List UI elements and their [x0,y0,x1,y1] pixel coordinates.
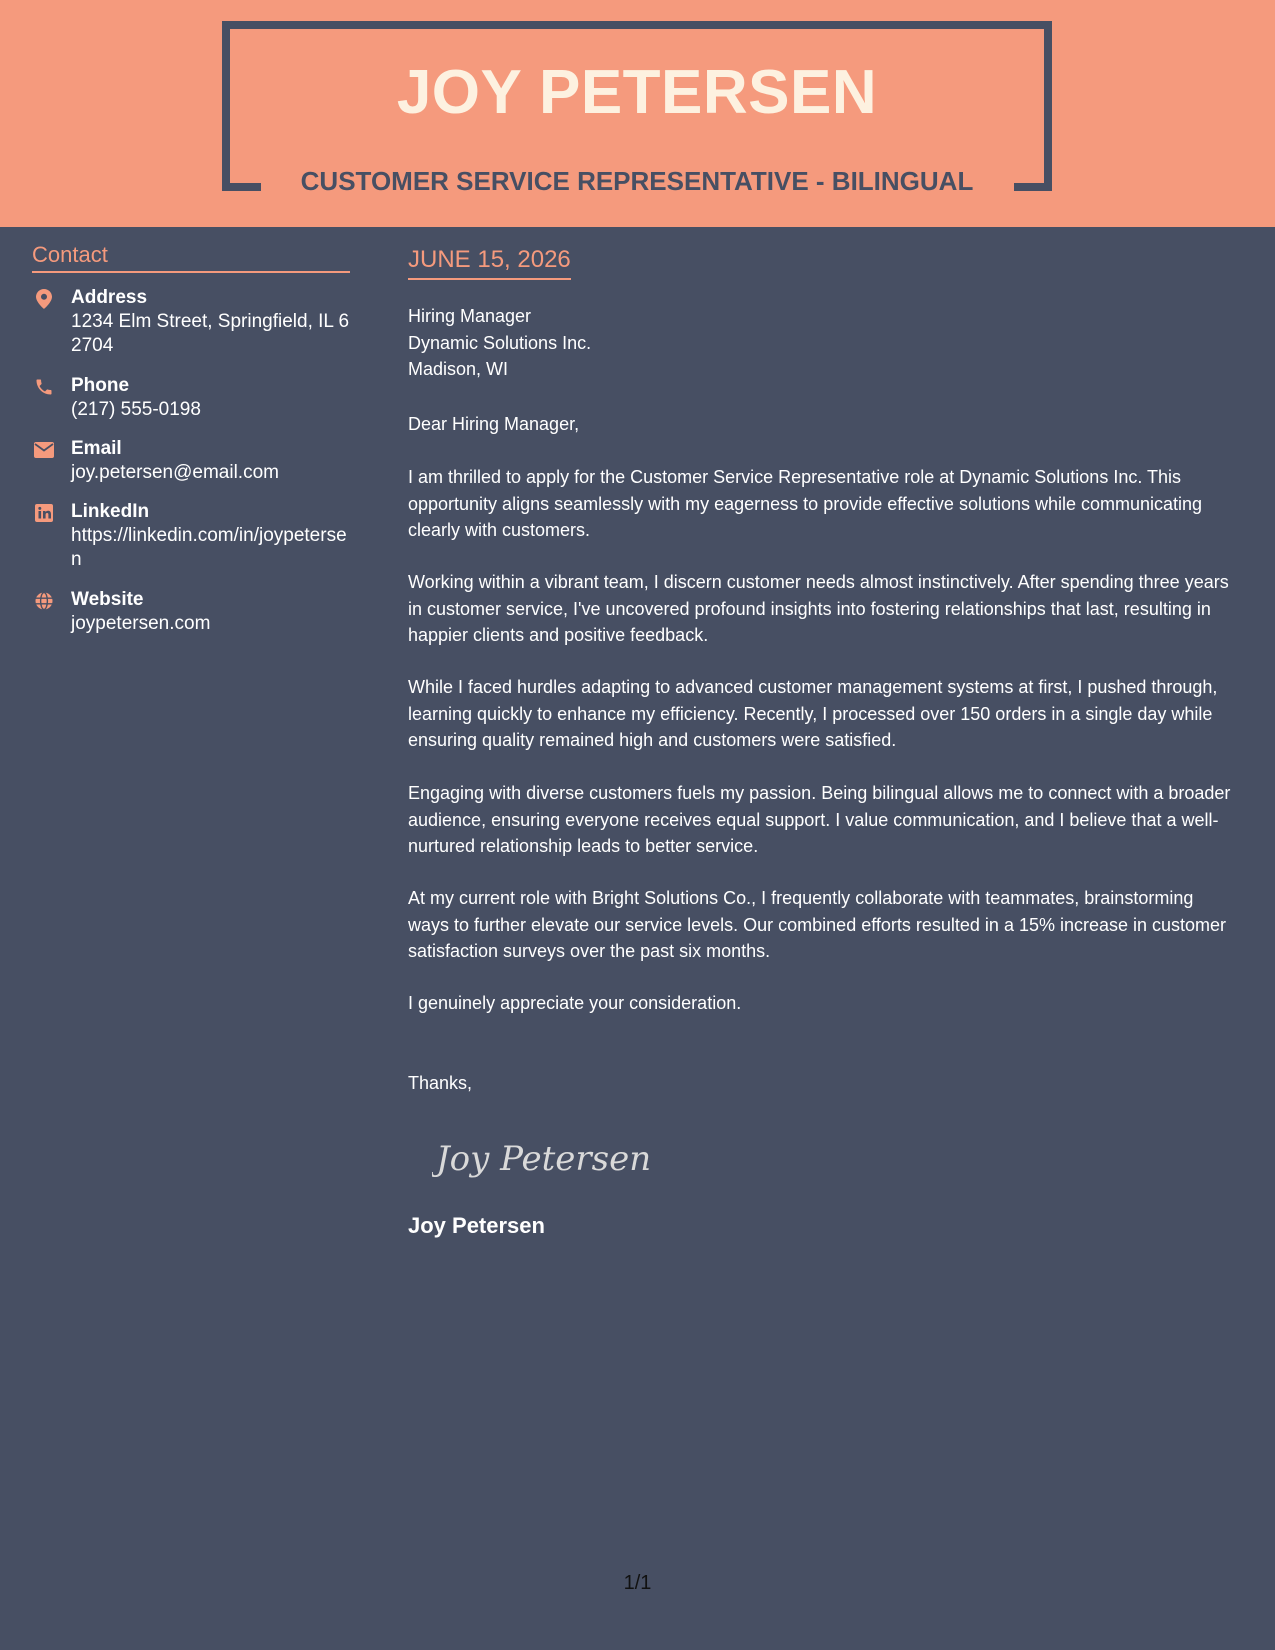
email-value: joy.petersen@email.com [71,462,279,483]
address-value: 1234 Elm Street, Springfield, IL 62704 [71,311,350,356]
website-value[interactable]: joypetersen.com [71,613,211,634]
body-paragraph: While I faced hurdles adapting to advanced customer management systems at first, I pushed through, learning quickly to enhance my efficiency. Recently, I processed over 150 orders in a single day while ensuring quality remained high and customers were satisfied. [408,677,1218,750]
svg-text:Joy Petersen: Joy Petersen [436,1139,652,1179]
salutation: Dear Hiring Manager, [408,414,580,434]
body-paragraph: Engaging with diverse customers fuels my passion. Being bilingual allows me to connect with a broader audience, ensuring everyone receives equal support. I value communication, and I believe that a well-nurtured relationship leads to better service. [408,783,1231,856]
signer-name: Joy Petersen [408,1213,545,1238]
letter-date: JUNE 15, 2026 [408,247,571,280]
linkedin-icon [32,503,56,523]
phone-label: Phone [71,375,130,396]
body-paragraph: I am thrilled to apply for the Customer Service Representative role at Dynamic Solutions Inc. This opportunity aligns seamlessly with my eagerness to provide effective solutions while communicating clearly with customers. [408,467,1203,540]
contact-email [32,437,352,485]
location-pin-icon [32,289,56,309]
website-label: Website [71,589,144,610]
email-label: Email [71,438,122,459]
recipient-line: Hiring Manager [408,306,532,326]
header-banner [0,0,1275,227]
contact-website [32,588,352,636]
handwritten-signature [432,1128,652,1193]
globe-icon [32,591,56,611]
contact-heading: Contact [32,243,350,273]
body-paragraph: At my current role with Bright Solutions Co., I frequently collaborate with teammates, brainstorming ways to further elevate our service levels. Our combined efforts resulted in a 15% increase in customer satisfaction surveys over the past six months. [408,888,1227,961]
recipient-line: Dynamic Solutions Inc. [408,332,592,353]
recipient-block [408,303,591,383]
body-paragraph: I genuinely appreciate your consideration. [408,993,742,1013]
linkedin-label: LinkedIn [71,501,150,522]
contact-address [32,286,352,358]
address-label: Address [71,287,148,308]
body-paragraph: Working within a vibrant team, I discern customer needs almost instinctively. After spending three years in customer service, I've uncovered profound insights into fostering relationships that last, resulting in happier clients and positive feedback. [408,572,1229,645]
envelope-icon [32,440,56,460]
applicant-name: JOY PETERSEN [396,58,878,127]
contact-linkedin [32,500,352,572]
recipient-line: Madison, WI [408,359,509,379]
phone-value: (217) 555-0198 [71,399,201,420]
phone-icon [32,377,56,397]
closing: Thanks, [408,1073,473,1093]
linkedin-value[interactable]: https://linkedin.com/in/joypetersen [71,525,347,570]
page-number: 1/1 [623,1572,652,1594]
contact-phone [32,374,352,422]
job-title: CUSTOMER SERVICE REPRESENTATIVE - BILINGUAL [300,166,974,196]
